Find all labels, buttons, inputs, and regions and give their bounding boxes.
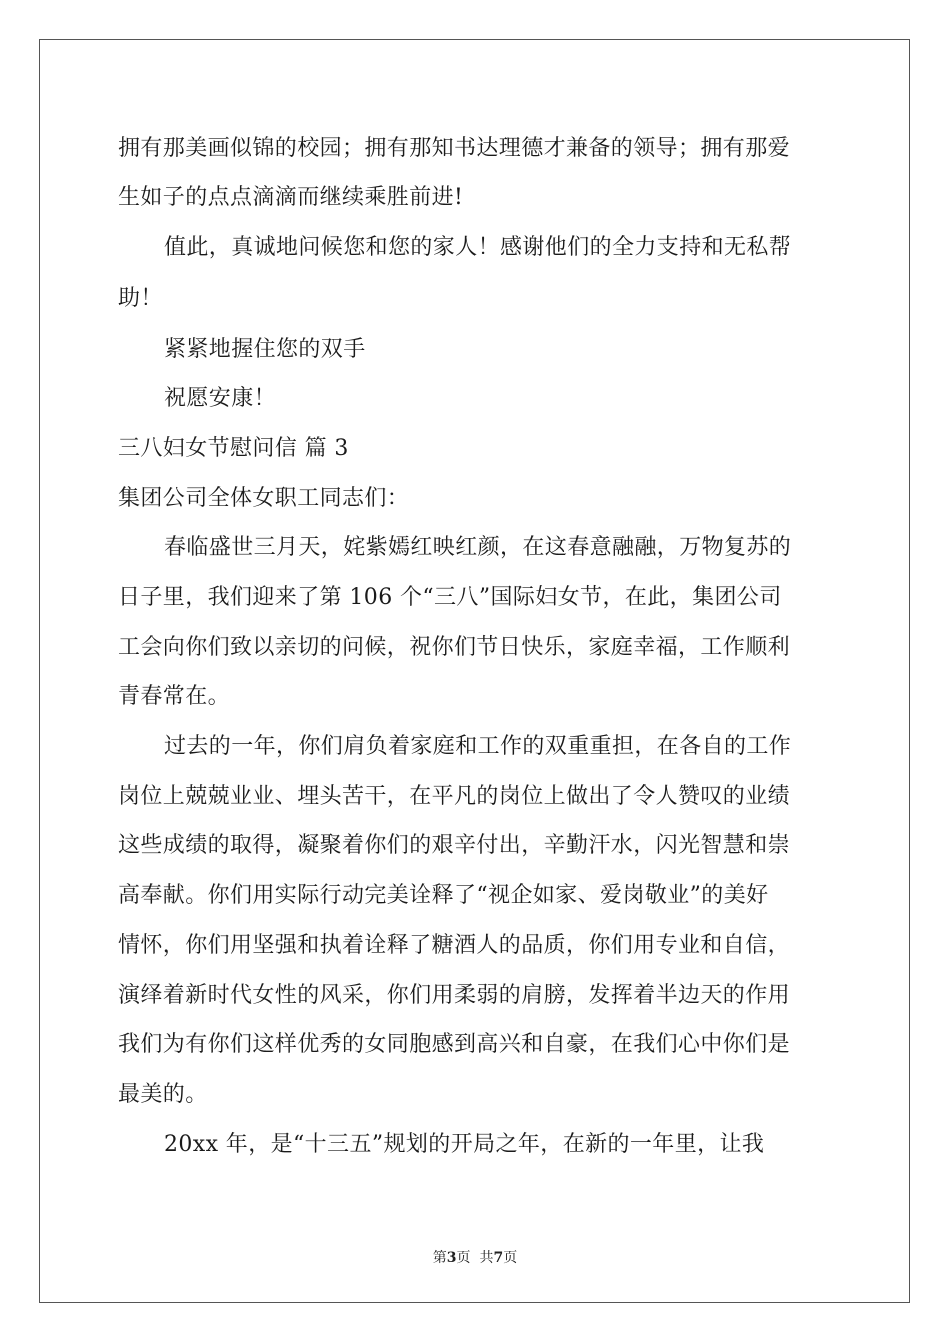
text-line: 祝愿安康！ xyxy=(164,386,277,411)
text-line: 值此，真诚地问候您和您的家人！感谢他们的全力支持和无私帮 xyxy=(164,235,792,260)
text-line: 过去的一年，你们肩负着家庭和工作的双重重担，在各自的工作 xyxy=(164,734,792,759)
current-page-number: 3 xyxy=(446,1250,457,1266)
text-line: 助！ xyxy=(118,286,163,311)
page-border xyxy=(39,39,910,1303)
text-line: 我们为有你们这样优秀的女同胞感到高兴和自豪，在我们心中你们是 xyxy=(118,1032,791,1057)
text-line: 紧紧地握住您的双手 xyxy=(164,337,366,362)
text-line: 工会向你们致以亲切的问候，祝你们节日快乐，家庭幸福，工作顺利 xyxy=(118,635,791,660)
text-line: 青春常在。 xyxy=(118,684,231,709)
text-line: 生如子的点点滴滴而继续乘胜前进! xyxy=(118,185,464,210)
text-line: 演绎着新时代女性的风采，你们用柔弱的肩膀，发挥着半边天的作用 xyxy=(118,983,791,1008)
footer-middle: 页 共 xyxy=(456,1250,494,1266)
page-footer xyxy=(0,1247,950,1267)
text-line: 春临盛世三月天，姹紫嫣红映红颜，在这春意融融，万物复苏的 xyxy=(164,535,792,560)
salutation: 集团公司全体女职工同志们： xyxy=(118,486,410,511)
text-line: 最美的。 xyxy=(118,1082,208,1107)
text-line: 20xx 年，是“十三五”规划的开局之年，在新的一年里，让我 xyxy=(164,1132,765,1157)
text-line: 拥有那美画似锦的校园；拥有那知书达理德才兼备的领导；拥有那爱 xyxy=(118,136,791,161)
text-line: 岗位上兢兢业业、埋头苦干，在平凡的岗位上做出了令人赞叹的业绩 xyxy=(118,784,791,809)
text-line: 情怀，你们用坚强和执着诠释了糖酒人的品质，你们用专业和自信， xyxy=(118,933,791,958)
text-line: 高奉献。你们用实际行动完美诠释了“视企如家、爱岗敬业”的美好 xyxy=(118,883,769,908)
text-line: 这些成绩的取得，凝聚着你们的艰辛付出，辛勤汗水，闪光智慧和崇 xyxy=(118,833,791,858)
text-line: 日子里，我们迎来了第 106 个“三八”国际妇女节，在此，集团公司 xyxy=(118,585,782,610)
section-heading: 三八妇女节慰问信 篇 3 xyxy=(118,436,349,461)
footer-suffix: 页 xyxy=(503,1250,518,1266)
total-page-count: 7 xyxy=(493,1250,504,1266)
footer-prefix: 第 xyxy=(432,1250,447,1266)
